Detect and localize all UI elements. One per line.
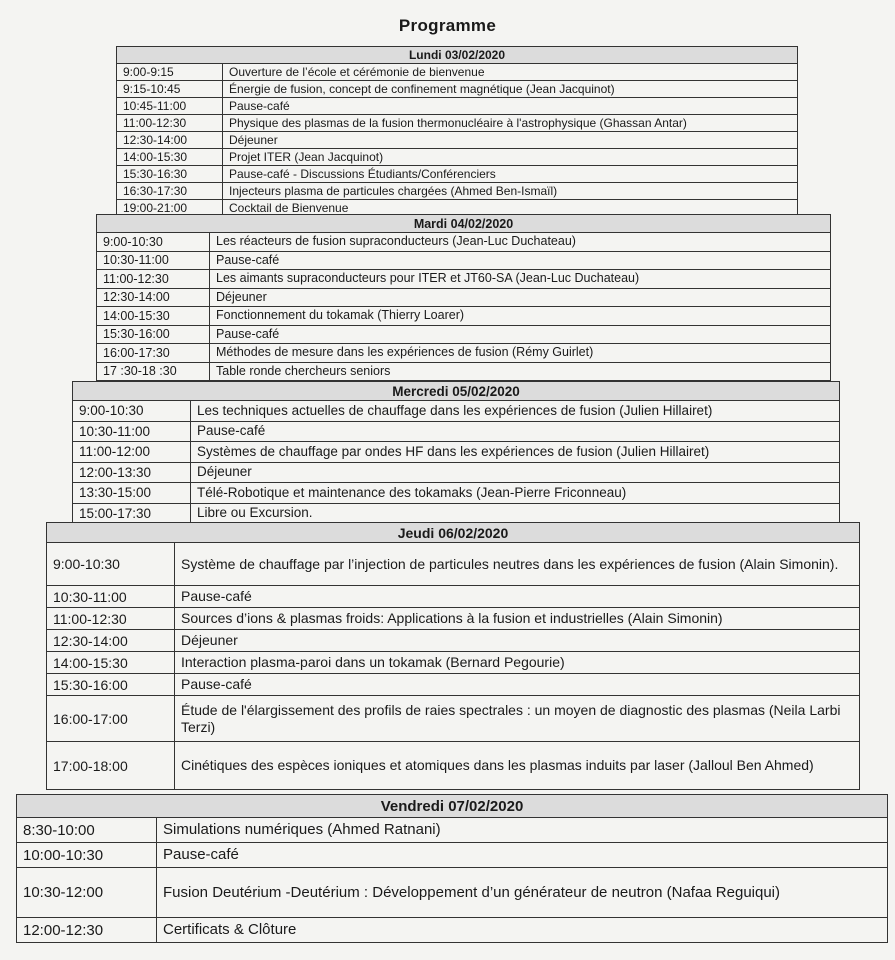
table-row [117,183,798,200]
activity-cell: Interaction plasma-paroi dans un tokamak (Bernard Pegourie) [175,652,860,674]
schedule-table-mercredi [72,381,840,524]
activity-cell: Déjeuner [223,132,798,149]
time-cell: 16:00-17:00 [47,696,175,742]
table-row [47,608,860,630]
activity-cell: Les réacteurs de fusion supraconducteurs (Jean-Luc Duchateau) [210,233,831,252]
table-row [97,307,831,326]
activity-cell: Table ronde chercheurs seniors [210,362,831,381]
time-cell: 9:00-10:30 [73,401,191,422]
time-cell: 16:30-17:30 [117,183,223,200]
day-header: Vendredi 07/02/2020 [17,795,888,818]
activity-cell: Projet ITER (Jean Jacquinot) [223,149,798,166]
table-row [117,166,798,183]
day-header-row [117,47,798,64]
time-cell: 8:30-10:00 [17,818,157,843]
table-row [47,674,860,696]
activity-cell: Cinétiques des espèces ioniques et atomiques dans les plasmas induits par laser (Jalloul Ben Ahmed) [175,742,860,790]
schedule-table-mardi [96,214,831,381]
table-row [47,630,860,652]
activity-cell: Physique des plasmas de la fusion thermonucléaire à l'astrophysique (Ghassan Antar) [223,115,798,132]
time-cell: 15:30-16:30 [117,166,223,183]
time-cell: 10:30-11:00 [97,251,210,270]
table-row [73,503,840,524]
table-row [17,868,888,918]
table-row [117,64,798,81]
time-cell: 15:30-16:00 [97,325,210,344]
table-row [117,132,798,149]
time-cell: 11:00-12:30 [117,115,223,132]
activity-cell: Méthodes de mesure dans les expériences de fusion (Rémy Guirlet) [210,344,831,363]
day-header: Mercredi 05/02/2020 [73,382,840,401]
table-row [117,115,798,132]
day-header: Lundi 03/02/2020 [117,47,798,64]
time-cell: 10:30-12:00 [17,868,157,918]
table-row [17,843,888,868]
activity-cell: Libre ou Excursion. [191,503,840,524]
table-row [117,98,798,115]
time-cell: 12:00-13:30 [73,462,191,483]
table-row [73,421,840,442]
time-cell: 12:00-12:30 [17,918,157,943]
activity-cell: Déjeuner [175,630,860,652]
time-cell: 12:30-14:00 [117,132,223,149]
table-row [73,442,840,463]
time-cell: 16:00-17:30 [97,344,210,363]
table-row [73,462,840,483]
time-cell: 15:00-17:30 [73,503,191,524]
activity-cell: Pause-café [157,843,888,868]
activity-cell: Pause-café [223,98,798,115]
activity-cell: Systèmes de chauffage par ondes HF dans les expériences de fusion (Julien Hillairet) [191,442,840,463]
page-title: Programme [398,16,497,35]
table-row [97,251,831,270]
activity-cell: Déjeuner [191,462,840,483]
table-row [73,401,840,422]
time-cell: 11:00-12:30 [47,608,175,630]
activity-cell: Pause-café [210,325,831,344]
activity-cell: Système de chauffage par l’injection de particules neutres dans les expériences de fusion (Alain Simonin). [175,543,860,586]
table-row [47,543,860,586]
table-row [47,742,860,790]
time-cell: 17 :30-18 :30 [97,362,210,381]
activity-cell: Pause-café - Discussions Étudiants/Conférenciers [223,166,798,183]
time-cell: 9:00-10:30 [97,233,210,252]
time-cell: 10:30-11:00 [73,421,191,442]
time-cell: 12:30-14:00 [47,630,175,652]
time-cell: 11:00-12:30 [97,270,210,289]
table-row [97,344,831,363]
activity-cell: Pause-café [175,674,860,696]
time-cell: 13:30-15:00 [73,483,191,504]
table-row [47,696,860,742]
day-block-vendredi [16,794,888,943]
time-cell: 14:00-15:30 [117,149,223,166]
activity-cell: Déjeuner [210,288,831,307]
time-cell: 10:30-11:00 [47,586,175,608]
day-header: Jeudi 06/02/2020 [47,523,860,543]
activity-cell: Certificats & Clôture [157,918,888,943]
day-header-row [73,382,840,401]
day-block-mardi [96,214,831,381]
activity-cell: Les techniques actuelles de chauffage dans les expériences de fusion (Julien Hillairet) [191,401,840,422]
activity-cell: Cocktail de Bienvenue [223,200,798,217]
table-row [97,362,831,381]
table-row [97,233,831,252]
activity-cell: Énergie de fusion, concept de confinement magnétique (Jean Jacquinot) [223,81,798,98]
day-header-row [17,795,888,818]
schedule-table-vendredi [16,794,888,943]
activity-cell: Sources d’ions & plasmas froids: Applications à la fusion et industrielles (Alain Simonin) [175,608,860,630]
time-cell: 10:45-11:00 [117,98,223,115]
time-cell: 9:15-10:45 [117,81,223,98]
time-cell: 9:00-9:15 [117,64,223,81]
activity-cell: Ouverture de l’école et cérémonie de bienvenue [223,64,798,81]
table-row [97,270,831,289]
activity-cell: Fusion Deutérium -Deutérium : Développement d’un générateur de neutron (Nafaa Reguiqui) [157,868,888,918]
activity-cell: Pause-café [210,251,831,270]
day-block-lundi [116,46,798,217]
time-cell: 10:00-10:30 [17,843,157,868]
table-row [17,818,888,843]
activity-cell: Fonctionnement du tokamak (Thierry Loarer) [210,307,831,326]
activity-cell: Étude de l'élargissement des profils de raies spectrales : un moyen de diagnostic des plasmas (Neila Larbi Terzi) [175,696,860,742]
activity-cell: Télé-Robotique et maintenance des tokamaks (Jean-Pierre Friconneau) [191,483,840,504]
table-row [97,325,831,344]
time-cell: 19:00-21:00 [117,200,223,217]
day-block-jeudi [46,522,860,790]
time-cell: 17:00-18:00 [47,742,175,790]
activity-cell: Pause-café [175,586,860,608]
activity-cell: Simulations numériques (Ahmed Ratnani) [157,818,888,843]
time-cell: 14:00-15:30 [97,307,210,326]
day-block-mercredi [72,381,840,524]
time-cell: 9:00-10:30 [47,543,175,586]
table-row [117,149,798,166]
activity-cell: Les aimants supraconducteurs pour ITER et JT60-SA (Jean-Luc Duchateau) [210,270,831,289]
table-row [47,652,860,674]
table-row [17,918,888,943]
schedule-table-lundi [116,46,798,217]
time-cell: 14:00-15:30 [47,652,175,674]
table-row [73,483,840,504]
activity-cell: Pause-café [191,421,840,442]
day-header-row [47,523,860,543]
schedule-table-jeudi [46,522,860,790]
table-row [97,288,831,307]
day-header: Mardi 04/02/2020 [97,215,831,233]
time-cell: 15:30-16:00 [47,674,175,696]
table-row [117,81,798,98]
time-cell: 11:00-12:00 [73,442,191,463]
activity-cell: Injecteurs plasma de particules chargées (Ahmed Ben-Ismaïl) [223,183,798,200]
day-header-row [97,215,831,233]
table-row [47,586,860,608]
time-cell: 12:30-14:00 [97,288,210,307]
